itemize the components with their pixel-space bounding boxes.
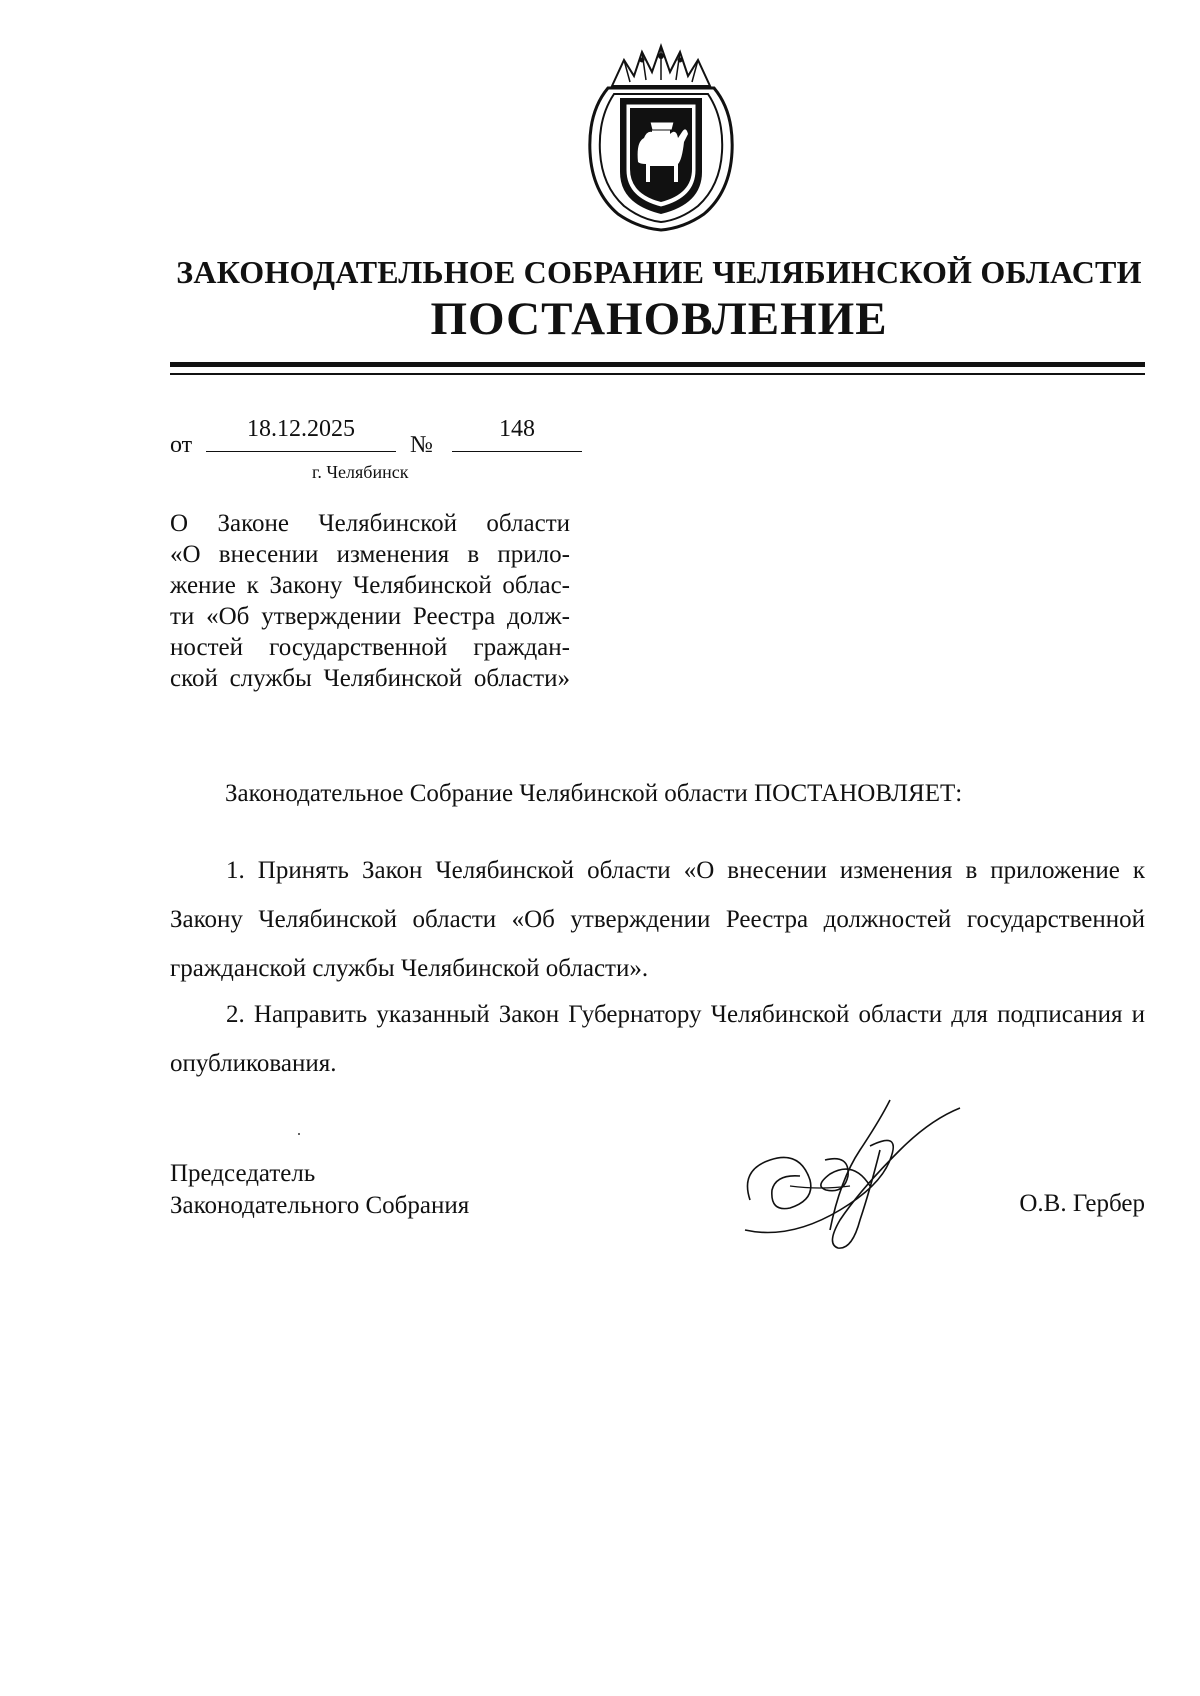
header-rule-thick: [170, 362, 1145, 367]
document-date: 18.12.2025: [206, 416, 396, 452]
subject-line: «О внесении изменения в прило-: [170, 541, 570, 568]
signatory-title-line-1: Председатель: [170, 1160, 316, 1187]
number-label: №: [410, 432, 433, 458]
organization-title: ЗАКОНОДАТЕЛЬНОЕ СОБРАНИЕ ЧЕЛЯБИНСКОЙ ОБЛАСТИ: [176, 254, 1142, 290]
date-number-line: [170, 416, 580, 466]
document-number: 148: [452, 416, 582, 452]
handwritten-signature-icon: [730, 1090, 970, 1260]
subject-line: ностей государственной граждан-: [170, 634, 570, 661]
city-label: г. Челябинск: [312, 462, 409, 482]
subject-line: жение к Закону Челябинской облас-: [170, 572, 570, 599]
document-subject: [170, 508, 570, 694]
coat-of-arms-icon: [578, 42, 744, 232]
header-rule-thin: [170, 373, 1145, 375]
scan-speck: [298, 1133, 300, 1135]
subject-line: ской службы Челябинской области»: [170, 665, 570, 692]
subject-line: О Законе Челябинской области: [170, 510, 570, 537]
resolution-item-2: 2. Направить указанный Закон Губернатору Челябинской области для подписания и опубликования.: [170, 1001, 1145, 1077]
document-type-title: ПОСТАНОВЛЕНИЕ: [430, 293, 888, 345]
signatory-name: О.В. Гербер: [1019, 1190, 1145, 1217]
from-label: от: [170, 432, 193, 458]
signatory-title: [170, 1158, 469, 1222]
signatory-title-line-2: Законодательного Собрания: [170, 1192, 470, 1219]
resolution-item-1: 1. Принять Закон Челябинской области «О внесении изменения в приложение к Закону Челябинской области «Об утверждении Реестра должностей государственной гражданской службы Челябинской области».: [170, 857, 1145, 982]
subject-line: ти «Об утверждении Реестра долж-: [170, 603, 570, 630]
preamble: Законодательное Собрание Челябинской области ПОСТАНОВЛЯЕТ:: [225, 780, 963, 807]
